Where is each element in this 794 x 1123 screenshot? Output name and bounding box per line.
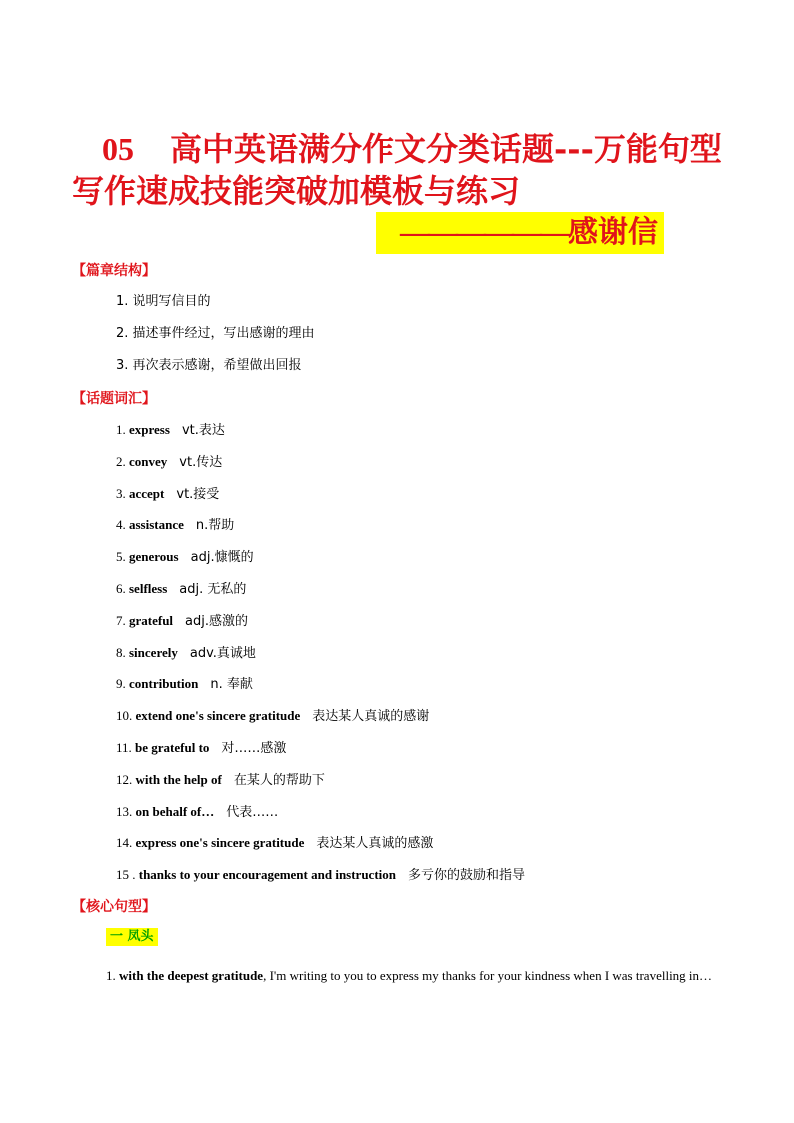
vocab-english: selfless (129, 581, 168, 596)
vocab-number: 2. (116, 454, 126, 469)
vocab-item (116, 485, 219, 504)
vocab-item (116, 739, 286, 758)
vocab-chinese: n. 奉献 (210, 677, 253, 692)
vocab-english: grateful (129, 613, 174, 628)
vocab-item (116, 516, 234, 535)
vocab-english: be grateful to (135, 740, 210, 755)
vocab-english: convey (129, 454, 168, 469)
vocab-item (116, 612, 248, 631)
title-line-1 (72, 128, 732, 170)
vocab-number: 13. (116, 804, 133, 819)
vocab-chinese: n.帮助 (195, 518, 235, 533)
section-heading-structure: 【篇章结构】 (72, 263, 156, 279)
vocab-item (116, 803, 278, 822)
title-text-1: 高中英语满分作文分类话题---万能句型 (170, 130, 722, 168)
core-tag: 一 凤头 (106, 928, 158, 946)
vocab-chinese: 在某人的帮助下 (233, 773, 325, 788)
vocab-item (116, 834, 433, 853)
vocab-chinese: 代表…… (226, 805, 279, 820)
vocab-english: on behalf of… (135, 804, 215, 819)
structure-item: 2. 描述事件经过，写出感谢的理由 (116, 326, 315, 341)
vocab-item (116, 580, 246, 599)
vocab-number: 5. (116, 549, 126, 564)
para-text: , I'm writing to you to express my thanks for your kindness when I was travelling in… (263, 968, 713, 983)
vocab-number: 4. (116, 517, 126, 532)
structure-item: 3. 再次表示感谢，希望做出回报 (116, 358, 302, 373)
document-title (72, 128, 732, 212)
vocab-number: 3. (116, 486, 126, 501)
vocab-english: assistance (129, 517, 184, 532)
vocab-english: accept (129, 486, 165, 501)
subtitle-highlight (376, 212, 664, 254)
vocab-english: contribution (129, 676, 199, 691)
vocab-english: thanks to your encouragement and instruction (138, 867, 397, 882)
title-number: 05 (102, 131, 134, 167)
core-paragraph (72, 960, 722, 992)
vocab-number: 6. (116, 581, 126, 596)
vocab-number: 8. (116, 645, 126, 660)
vocab-item (116, 707, 429, 726)
vocab-item (116, 421, 225, 440)
section-heading-core: 【核心句型】 (72, 899, 156, 915)
vocab-number: 7. (116, 613, 126, 628)
vocab-english: express one's sincere gratitude (135, 835, 305, 850)
vocab-chinese: 表达某人真诚的感激 (316, 836, 434, 851)
vocab-number: 14. (116, 835, 133, 850)
vocab-chinese: 表达某人真诚的感谢 (312, 709, 430, 724)
para-bold-phrase: with the deepest gratitude (119, 968, 264, 983)
vocab-chinese: adv.真诚地 (189, 646, 256, 661)
vocab-english: extend one's sincere gratitude (135, 708, 301, 723)
vocab-number: 9. (116, 676, 126, 691)
subtitle-text: 感谢信 (568, 215, 658, 250)
vocab-chinese: vt.接受 (176, 487, 220, 502)
vocab-english: with the help of (135, 772, 222, 787)
vocab-chinese: adj.感激的 (185, 614, 249, 629)
vocab-item (116, 548, 254, 567)
vocab-item (116, 453, 222, 472)
vocab-english: generous (129, 549, 179, 564)
vocab-item (116, 771, 325, 790)
subtitle (400, 212, 658, 254)
vocab-chinese: adj.慷慨的 (190, 550, 254, 565)
vocab-item (116, 644, 256, 663)
structure-item: 1. 说明写信目的 (116, 294, 211, 309)
vocab-number: 10. (116, 708, 133, 723)
vocab-chinese: 对……感激 (221, 741, 287, 756)
subtitle-dashes: —————— (400, 216, 568, 249)
vocab-item (116, 866, 525, 885)
title-line-2: 写作速成技能突破加模板与练习 (72, 172, 521, 210)
section-heading-vocabulary: 【话题词汇】 (72, 391, 156, 407)
vocab-item (116, 675, 253, 694)
vocab-number: 15 . (116, 867, 136, 882)
vocab-number: 1. (116, 422, 126, 437)
vocab-chinese: 多亏你的鼓励和指导 (408, 868, 526, 883)
para-number: 1. (106, 968, 116, 983)
vocab-english: express (129, 422, 170, 437)
vocab-number: 12. (116, 772, 133, 787)
vocab-chinese: vt.表达 (181, 423, 225, 438)
vocab-chinese: vt.传达 (179, 455, 223, 470)
vocab-english: sincerely (129, 645, 178, 660)
vocab-chinese: adj. 无私的 (179, 582, 247, 597)
vocab-number: 11. (116, 740, 132, 755)
